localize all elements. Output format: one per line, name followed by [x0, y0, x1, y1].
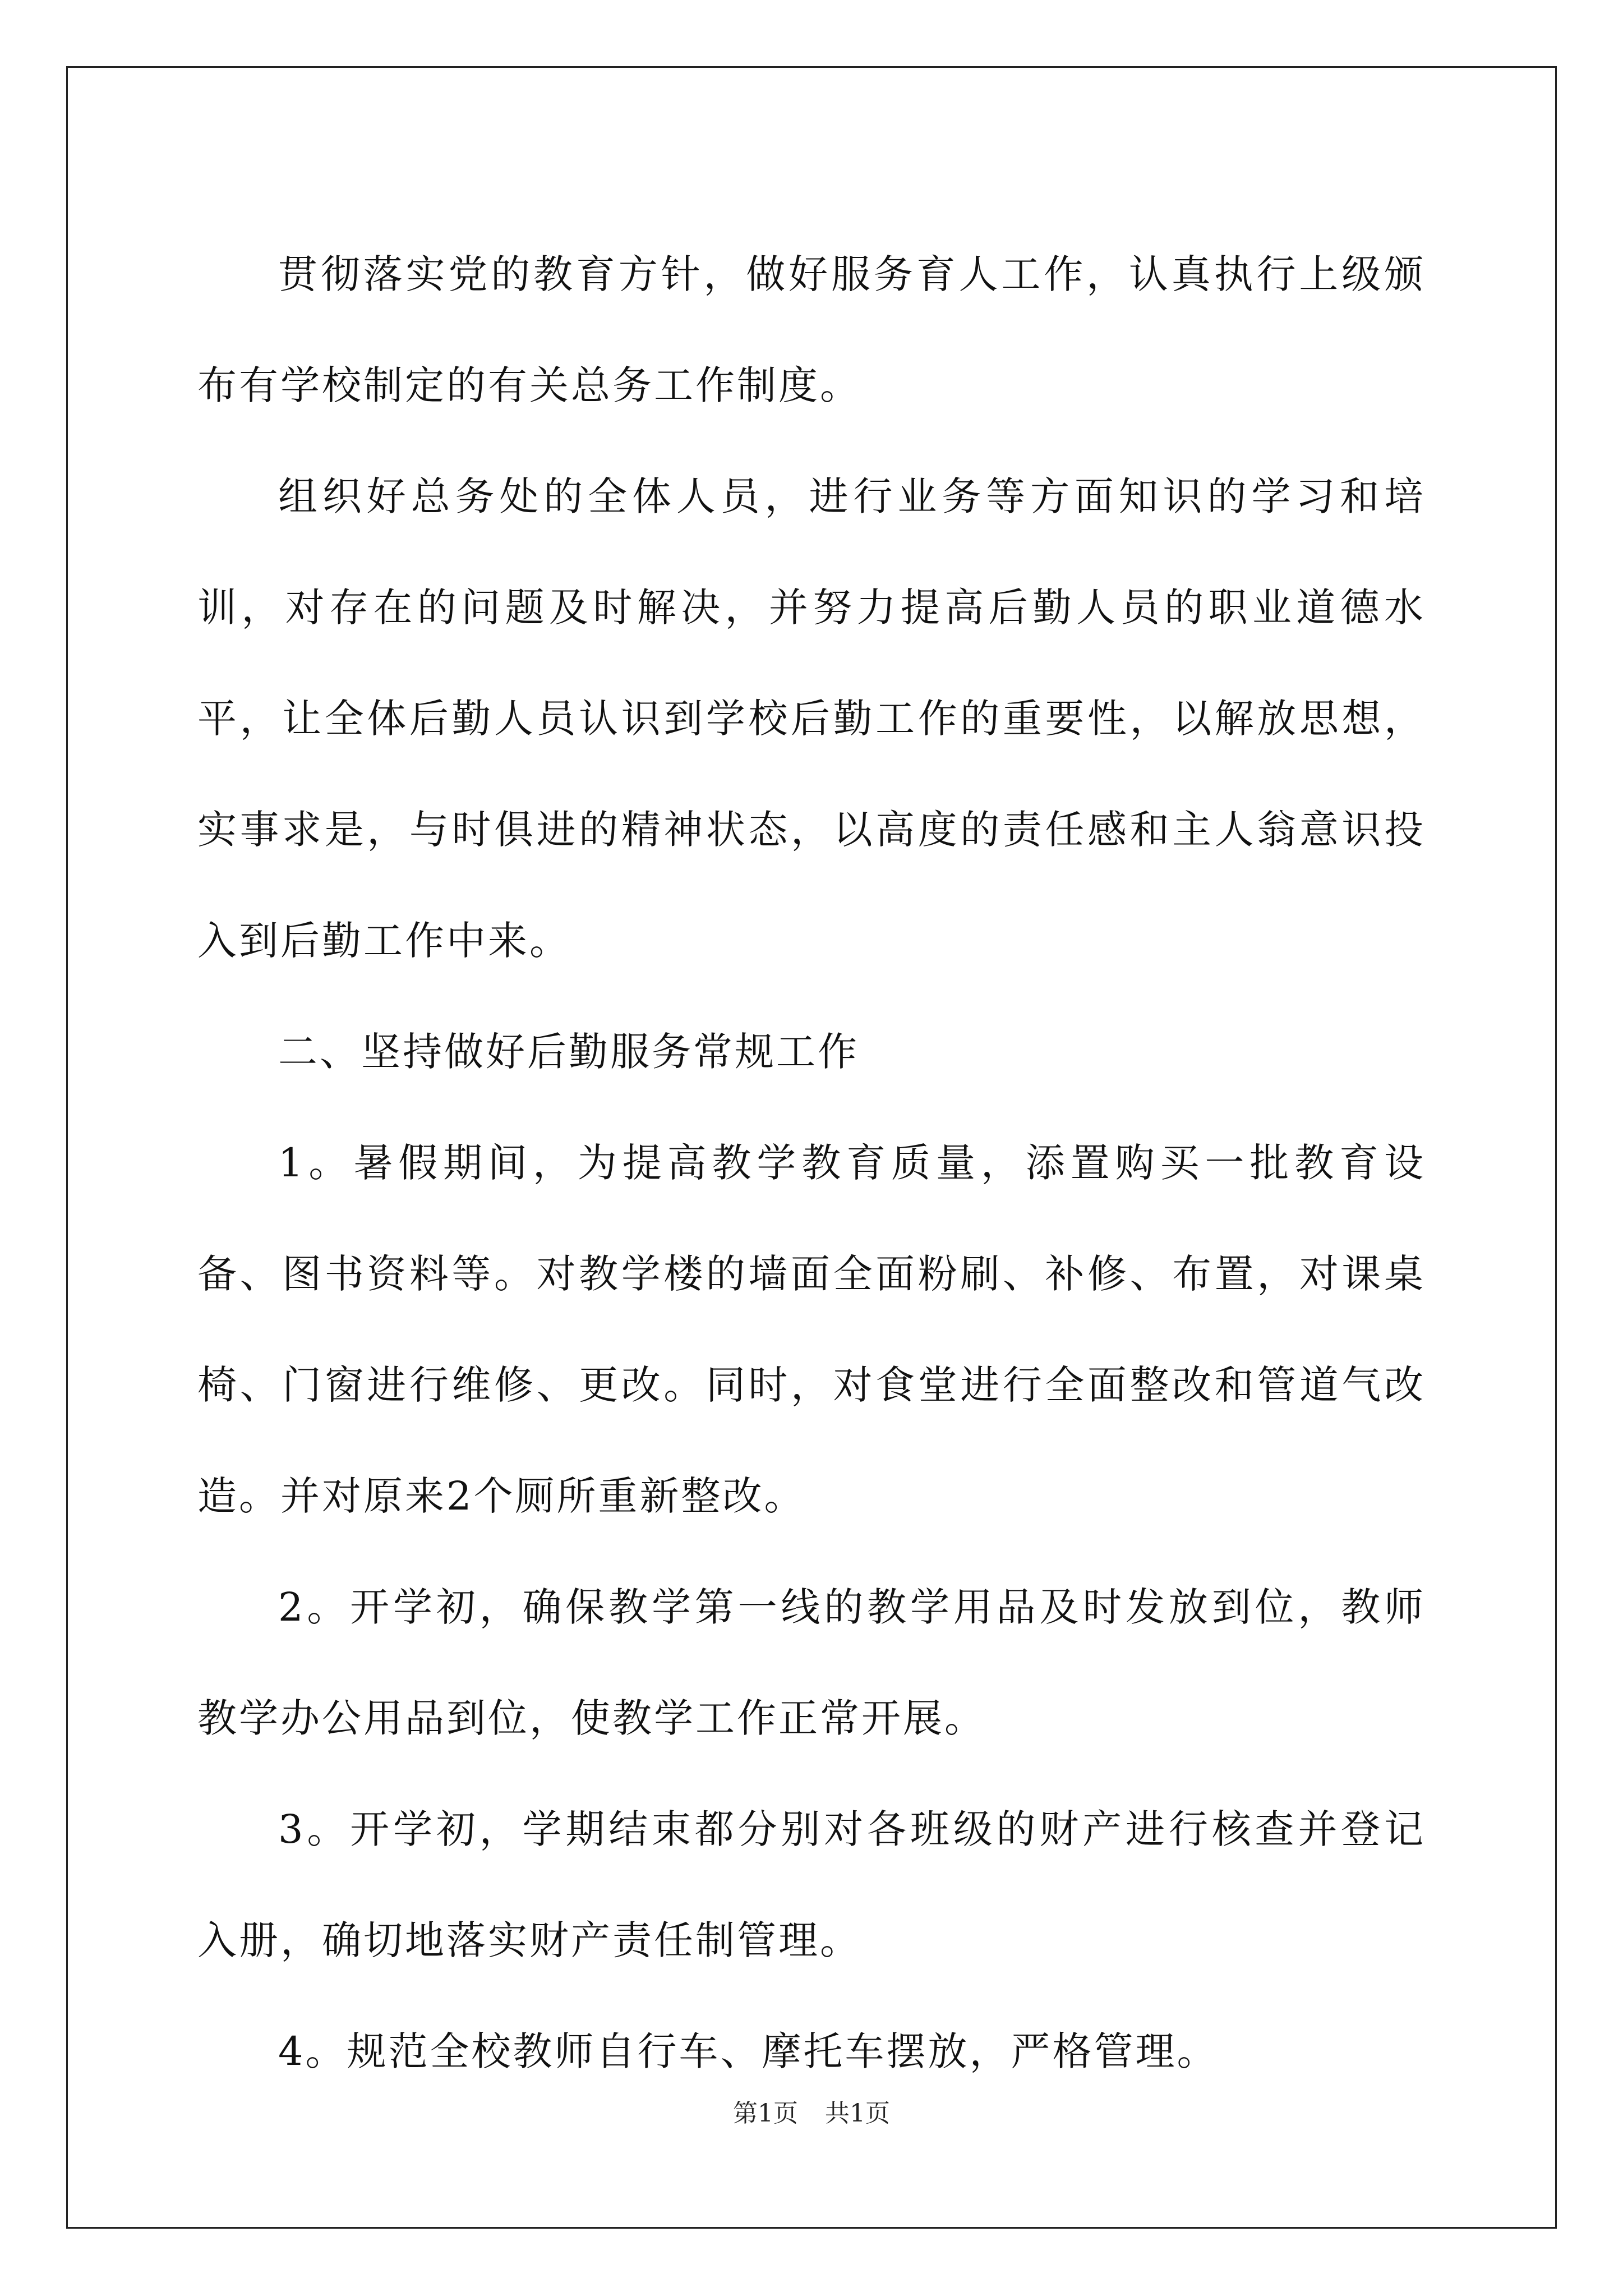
paragraph-item-4: 4。规范全校教师自行车、摩托车摆放，严格管理。: [278, 2028, 1219, 2074]
paragraph-item-3: 3。开学初，学期结束都分别对各班级的财产进行核查并登记入册，确切地落实财产责任制管理。: [197, 1806, 1426, 1963]
paragraph-item-2: 2。开学初，确保教学第一线的教学用品及时发放到位，教师教学办公用品到位，使教学工作正常开展。: [197, 1584, 1426, 1741]
paragraph-2: 组织好总务处的全体人员，进行业务等方面知识的学习和培训，对存在的问题及时解决，并努力提高后勤人员的职业道德水平，让全体后勤人员认识到学校后勤工作的重要性，以解放思想，实事求是，与时俱进的精神状态，以高度的责任感和主人翁意识投入到后勤工作中来。: [197, 473, 1426, 964]
document-body: [197, 219, 1426, 2107]
page-number-current: 第1页: [733, 2099, 798, 2128]
paragraph-item-1: 1。暑假期间，为提高教学教育质量，添置购买一批教育设备、图书资料等。对教学楼的墙面全面粉刷、补修、布置，对课桌椅、门窗进行维修、更改。同时，对食堂进行全面整改和管道气改造。并对原来2个厕所重新整改。: [197, 1140, 1426, 1519]
page-number-total: 共1页: [825, 2099, 890, 2128]
paragraph-1: 贯彻落实党的教育方针，做好服务育人工作，认真执行上级颁布有学校制定的有关总务工作制度。: [197, 251, 1426, 408]
page-footer: [0, 2097, 1623, 2131]
section-heading: 二、坚持做好后勤服务常规工作: [278, 1029, 859, 1075]
